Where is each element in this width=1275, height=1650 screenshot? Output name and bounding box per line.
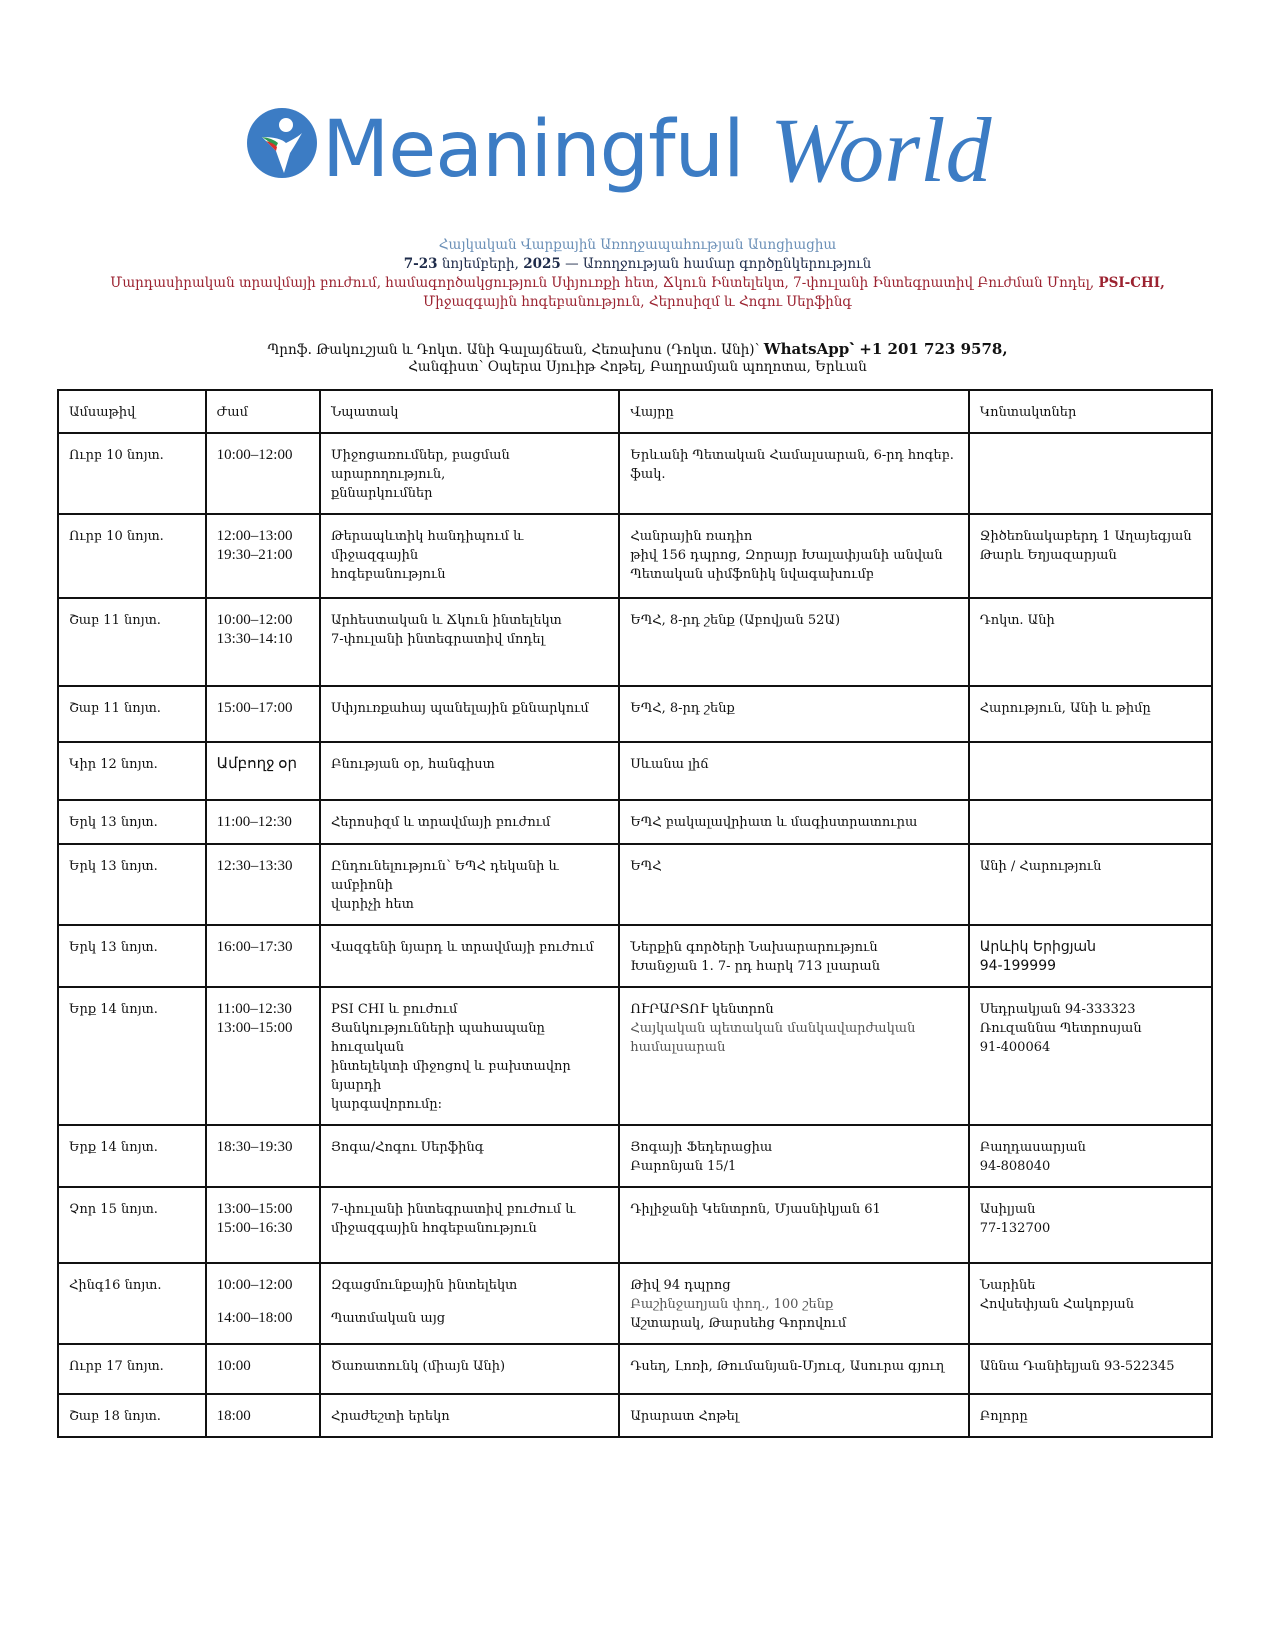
time-range: 13:00–15:00 [216,1020,293,1036]
cell-contacts [969,1125,1212,1187]
table-row [58,1394,1212,1437]
cell-purpose [320,742,619,800]
date-text: Երք 14 նոյտ. [69,1002,158,1017]
header-place: Վայրը [619,390,968,433]
cell-contacts [969,514,1212,598]
date-range: 7-23 [403,256,438,272]
place-line: ԵՊՀ բակալավրիատ և մագիստրատուրա [630,815,918,830]
cell-date [58,800,206,844]
purpose-line: վարիչի հետ [330,897,414,912]
date-text: Երկ 13 նոյտ. [69,859,158,874]
place-line: ԵՊՀ, 8-րդ շենք (Աբովյան 52Ա) [630,613,841,628]
cell-purpose [320,433,619,514]
table-header-row [58,390,1212,433]
purpose-line: Ընդունելություն՝ ԵՊՀ դեկանի և ամբիոնի [330,859,559,893]
table-row [58,514,1212,598]
month: նոյեմբերի, [441,256,519,272]
topics-line [0,274,1275,293]
cell-time [206,1125,320,1187]
table-row [58,433,1212,514]
place-line: Պետական սիմֆոնիկ նվագախումբ [630,567,874,582]
date-text: Շաբ 11 նոյտ. [69,701,161,716]
place-line: Խանջյան 1. 7- րդ հարկ 713 լսարան [630,959,881,974]
cell-purpose [320,686,619,742]
date-text: Չոր 15 նոյտ. [69,1202,158,1217]
cell-date [58,1187,206,1263]
topics-psi-chi: PSI-CHI, [1098,275,1165,291]
purpose-line: քննարկումներ [330,486,433,501]
place-line: Յոգայի Ֆեդերացիա [630,1140,773,1155]
header-contacts: Կոնտակտներ [969,390,1212,433]
cell-date [58,844,206,925]
cell-place [619,433,968,514]
event-tagline: — Առողջության համար գործընկերություն [565,256,872,272]
cell-place [619,800,968,844]
place-line: Դիլիջանի Կենտրոն, Մյասնիկյան 61 [630,1202,881,1217]
contact-line: Աննա Դանիելյան 93-522345 [979,1359,1175,1374]
time-range: 15:00–16:30 [216,1220,293,1236]
contact-line: 77-132700 [979,1221,1051,1236]
purpose-line: Ցանկությունների պահապանը հուզական [330,1021,545,1055]
cell-purpose [320,1394,619,1437]
purpose-line: Պատմական այց [330,1311,446,1326]
cell-place [619,1187,968,1263]
table-row [58,742,1212,800]
cell-purpose [320,1187,619,1263]
cell-contacts [969,844,1212,925]
cell-contacts [969,686,1212,742]
place-line: Արարատ Հոթել [630,1409,739,1424]
time-range: 13:30–14:10 [216,631,293,647]
association-name: Հայկական Վարքային Առողջապահության Ասոցիացիա [438,237,837,253]
cell-purpose [320,1344,619,1394]
topics-line-2: Միջազգային հոգեբանություն, Հերոսիզմ և Հոգու Սերֆինգ [423,294,852,310]
cell-time [206,1344,320,1394]
time-range: 11:00–12:30 [216,1001,292,1017]
cell-place [619,987,968,1125]
time-range: 13:00–15:00 [216,1201,293,1217]
time-range: 11:00–12:30 [216,814,292,830]
contact-line: Բաղդասարյան [979,1140,1086,1155]
place-line: թիվ 156 դպրոց, Զորայր Խալափյանի անվան [630,548,943,563]
cell-time [206,742,320,800]
time-range: 18:30–19:30 [216,1139,293,1155]
cell-time [206,1187,320,1263]
contact-line: Հովսեփյան Հակոբյան [979,1297,1134,1312]
date-text: Երկ 13 նոյտ. [69,940,158,955]
cell-purpose [320,800,619,844]
table-row [58,1187,1212,1263]
place-line: Ներքին գործերի Նախարարություն [630,940,878,955]
date-text: Երք 14 նոյտ. [69,1140,158,1155]
cell-date [58,433,206,514]
cell-contacts [969,433,1212,514]
year: 2025 [523,256,561,272]
purpose-line: Բնության օր, հանգիստ [330,757,495,772]
contact-line: Ասիլյան [979,1202,1036,1217]
date-text: Կիր 12 նոյտ. [69,757,158,772]
time-range: 14:00–18:00 [216,1310,293,1326]
purpose-line: Հրաժեշտի երեկո [330,1409,450,1424]
place-line: ՈՒՐԱՐՏՈՒ կենտրոն [630,1002,774,1017]
cell-place [619,514,968,598]
contact-line: Նարինե [979,1278,1036,1293]
whatsapp-number: WhatsApp՝ +1 201 723 9578, [763,340,1008,358]
time-range: Ամբողջ օր [216,756,297,772]
cell-time [206,800,320,844]
cell-date [58,1344,206,1394]
purpose-line: Արհեստական և Ճկուն ինտելեկտ [330,613,562,628]
cell-date [58,925,206,987]
place-line: Թիվ 94 դպրոց [630,1278,731,1293]
cell-contacts [969,742,1212,800]
time-range: 10:00–12:00 [216,1277,293,1293]
purpose-line: PSI CHI և բուժում [330,1002,458,1017]
cell-purpose [320,925,619,987]
place-line: ԵՊՀ [630,859,662,874]
contact-line: Դոկտ. Անի [979,613,1055,628]
cell-place [619,742,968,800]
cell-place [619,844,968,925]
contact-line: Արևիկ Երիցյան [979,939,1097,955]
purpose-line: Հերոսիզմ և տրավմայի բուժում [330,815,551,830]
contact-line: Ռուզաննա Պետրոսյան [979,1021,1142,1036]
purpose-line: Թերապևտիկ հանդիպում և միջազգային [330,529,524,563]
date-text: Շաբ 18 նոյտ. [69,1409,161,1424]
topics-text: Մարդասիրական տրավմայի բուժում, համագործակցություն Սփյուռքի հետ, Ճկուն Ինտելեկտ, 7-փուլանի Ինտեգրատիվ Բուժման Մոդել, [110,275,1095,291]
table-row [58,1125,1212,1187]
table-row [58,1263,1212,1344]
time-range: 15:00–17:00 [216,700,293,716]
meaningful-world-logo [240,95,1000,205]
cell-date [58,598,206,686]
time-range: 10:00–12:00 [216,612,293,628]
cell-date [58,1394,206,1437]
place-line: ԵՊՀ, 8-րդ շենք [630,701,735,716]
place-extra-line: Աշտարակ, Թարսեհց Գորովում [630,1316,847,1331]
cell-contacts [969,1394,1212,1437]
purpose-line: կարգավորումը: [330,1097,442,1112]
cell-place [619,1344,968,1394]
table-row [58,800,1212,844]
person-globe-icon [246,107,318,179]
cell-time [206,925,320,987]
cell-place [619,686,968,742]
purpose-line: ինտելեկտի միջոցով և բախտավոր նյարդի [330,1059,571,1093]
table-row [58,1344,1212,1394]
cell-date [58,1263,206,1344]
cell-date [58,1125,206,1187]
cell-purpose [320,598,619,686]
cell-contacts [969,1344,1212,1394]
contact-line: Բոլորը [979,1409,1028,1424]
time-range: 10:00 [216,1358,251,1374]
logo-word-world: World [770,99,992,201]
contact-line: 91-400064 [979,1040,1051,1055]
purpose-line: միջազգային հոգեբանություն [330,1221,537,1236]
purpose-line: Միջոցառումներ, բացման արարողություն, [330,448,510,482]
purpose-line: Յոգա/Հոգու Սերֆինգ [330,1140,484,1155]
contact-line: Անի / Հարություն [979,859,1102,874]
purpose-line: Զգացմունքային ինտելեկտ [330,1278,518,1293]
place-line: Սևանա լիճ [630,757,709,772]
table-row [58,844,1212,925]
contact-names: Պրոֆ. Թակուշյան և Դոկտ. Անի Գալայճեան, Հեռախոս (Դոկտ. Անի)՝ [267,342,760,358]
contact-line: 94-199999 [979,958,1057,974]
purpose-line: Սփյուռքահայ պանելային քննարկում [330,701,589,716]
table-row [58,925,1212,987]
cell-purpose [320,1263,619,1344]
date-text: Ուրբ 10 նոյտ. [69,529,164,544]
cell-date [58,742,206,800]
contact-line: Հարություն, Անի և թիմը [979,701,1151,716]
purpose-line: 7-փուլանի ինտեգրատիվ բուժում և [330,1202,576,1217]
place-line: Դսեղ, Լոռի, Թումանյան-Մյուզ, Ասուրա գյուղ [630,1359,945,1374]
purpose-line: Վազգենի նյարդ և տրավմայի բուժում [330,940,594,955]
cell-time [206,1263,320,1344]
time-range: 12:00–13:00 [216,528,293,544]
cell-time [206,844,320,925]
hotel-line: Հանգիստ՝ Օպերա Սյուիթ Հոթել, Բաղրամյան պողոտա, Երևան [408,359,867,375]
cell-contacts [969,987,1212,1125]
date-text: Ուրբ 17 նոյտ. [69,1359,164,1374]
date-text: Շաբ 11 նոյտ. [69,613,161,628]
cell-contacts [969,800,1212,844]
date-text: Ուրբ 10 նոյտ. [69,448,164,463]
schedule-table [57,389,1213,1438]
date-text: Երկ 13 նոյտ. [69,815,158,830]
cell-time [206,686,320,742]
purpose-line: Ծառատունկ (միայն Անի) [330,1359,506,1374]
date-text: Հինգ16 նոյտ. [69,1278,162,1293]
logo-word-meaningful: Meaningful [322,105,744,195]
cell-place [619,1394,968,1437]
cell-date [58,686,206,742]
table-row [58,686,1212,742]
cell-contacts [969,598,1212,686]
cell-purpose [320,514,619,598]
purpose-line: 7-փուլանի ինտեգրատիվ մոդել [330,632,545,647]
cell-contacts [969,925,1212,987]
cell-purpose [320,987,619,1125]
time-range: 18:00 [216,1408,251,1424]
event-dates-line [0,255,1275,274]
cell-place [619,1263,968,1344]
cell-contacts [969,1187,1212,1263]
contact-line: Ջիծեռնակաբերդ 1 Աղայեգյան [979,529,1192,544]
place-line: Երևանի Պետական Համալսարան, 6-րդ հոգեբ. ֆակ. [630,448,954,482]
cell-purpose [320,1125,619,1187]
purpose-line: հոգեբանություն [330,567,446,582]
cell-time [206,598,320,686]
place-subline: Բաշինջաղյան փող., 100 շենք [630,1297,834,1312]
cell-date [58,514,206,598]
contact-line: Թարև Եղյազարյան [979,548,1117,563]
cell-place [619,598,968,686]
cell-place [619,925,968,987]
place-line: Բարոնյան 15/1 [630,1159,737,1174]
contact-line [0,340,1275,358]
cell-purpose [320,844,619,925]
cell-date [58,987,206,1125]
cell-time [206,987,320,1125]
cell-time [206,514,320,598]
table-row [58,987,1212,1125]
header-time: Ժամ [206,390,320,433]
place-subline: Հայկական պետական մանկավարժական համալսարան [630,1021,916,1055]
cell-contacts [969,1263,1212,1344]
cell-place [619,1125,968,1187]
place-line: Հանրային ռադիո [630,529,753,544]
contact-line: Սեդրակյան 94-333323 [979,1002,1136,1017]
header-date: Ամսաթիվ [58,390,206,433]
cell-time [206,1394,320,1437]
time-range: 19:30–21:00 [216,547,293,563]
time-range: 12:30–13:30 [216,858,293,874]
contact-line: 94-808040 [979,1159,1051,1174]
header-purpose: Նպատակ [320,390,619,433]
table-row [58,598,1212,686]
time-range: 10:00–12:00 [216,447,293,463]
time-range: 16:00–17:30 [216,939,293,955]
cell-time [206,433,320,514]
